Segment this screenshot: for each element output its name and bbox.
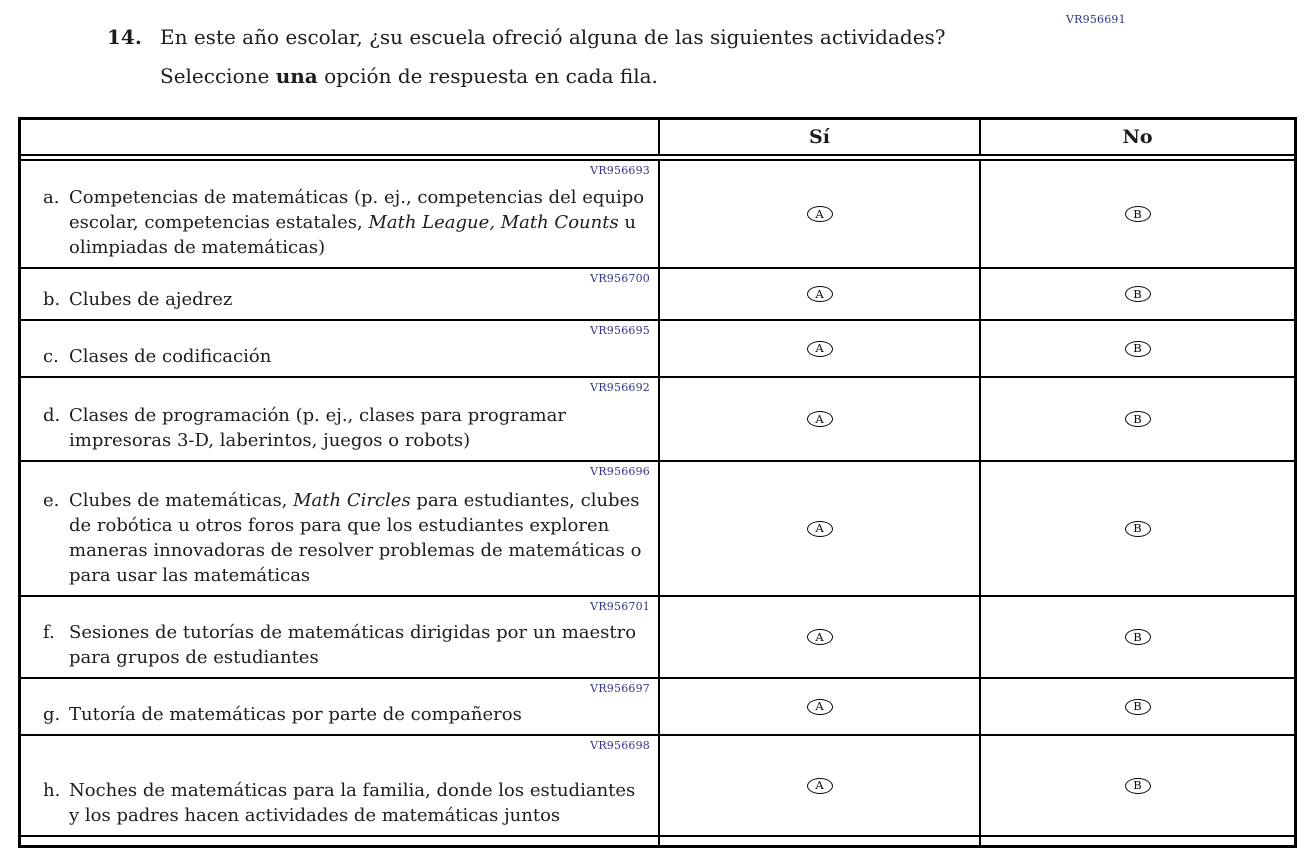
activity-cell — [21, 321, 660, 376]
yes-cell — [660, 321, 981, 376]
option-b-bubble[interactable]: B — [1125, 411, 1151, 427]
row-text — [69, 620, 650, 670]
yes-cell — [660, 736, 981, 835]
table-row — [21, 269, 1294, 321]
row-letter: a. — [43, 187, 60, 208]
text-part: Sesiones de tutorías de matemáticas dirigidas por un maestro para grupos de estudiantes — [69, 622, 637, 668]
row-vr-code: VR956698 — [590, 739, 650, 752]
activity-cell — [21, 462, 660, 595]
text-part: Clases de codificación — [69, 346, 272, 367]
text-part: una — [275, 64, 318, 88]
table-row — [21, 321, 1294, 378]
no-cell — [981, 462, 1294, 595]
option-b-bubble[interactable]: B — [1125, 699, 1151, 715]
row-vr-code: VR956701 — [590, 600, 650, 613]
row-text — [69, 778, 650, 828]
row-letter: g. — [43, 704, 61, 725]
option-a-bubble[interactable]: A — [807, 521, 833, 537]
activity-label — [43, 344, 650, 369]
text-part: Math Circles — [293, 490, 411, 511]
activity-cell — [21, 269, 660, 319]
text-part: Tutoría de matemáticas por parte de compañeros — [69, 704, 522, 725]
text-part: Competencias de matemáticas (p. ej., competencias del equipo escolar, competencias estatales, — [69, 187, 645, 233]
table-header-row — [21, 120, 1294, 161]
table-row-partial — [21, 837, 1294, 845]
yes-cell — [660, 462, 981, 595]
option-b-bubble[interactable]: B — [1125, 206, 1151, 222]
row-vr-code: VR956692 — [590, 381, 650, 394]
activity-label — [43, 778, 650, 828]
col-header-si: Sí — [809, 126, 830, 148]
question-vr-code: VR956691 — [1066, 13, 1126, 26]
activity-label — [43, 287, 650, 312]
question-text: En este año escolar, ¿su escuela ofreció alguna de las siguientes actividades? — [160, 25, 946, 49]
text-part: Clases de programación (p. ej., clases para programar impresoras 3-D, laberintos, juegos o robots) — [69, 405, 566, 451]
no-cell — [981, 161, 1294, 267]
row-text — [69, 488, 650, 588]
row-text — [69, 344, 650, 369]
option-a-bubble[interactable]: A — [807, 778, 833, 794]
question-number: 14. — [107, 25, 142, 49]
partial-cell — [21, 837, 660, 845]
yes-cell — [660, 378, 981, 460]
text-part: para estudiantes, clubes de robótica u otros foros para que los estudiantes exploren maneras innovadoras de resolver problemas de matemáticas o para usar las matemáticas — [69, 490, 642, 586]
activities-table — [18, 117, 1297, 848]
activity-cell — [21, 597, 660, 677]
row-text — [69, 403, 650, 453]
option-b-bubble[interactable]: B — [1125, 629, 1151, 645]
activity-cell — [21, 679, 660, 734]
text-part: Math League, Math Counts — [368, 212, 619, 233]
col-header-no: No — [1122, 126, 1153, 148]
yes-cell — [660, 597, 981, 677]
text-part: Seleccione — [160, 64, 276, 88]
row-letter: c. — [43, 346, 59, 367]
activity-label — [43, 620, 650, 670]
no-cell — [981, 378, 1294, 460]
header-cell-empty — [21, 120, 660, 154]
text-part: opción de respuesta en cada fila. — [317, 64, 658, 88]
activity-cell — [21, 161, 660, 267]
table-row — [21, 161, 1294, 269]
table-row — [21, 679, 1294, 736]
no-cell — [981, 597, 1294, 677]
text-part: u olimpiadas de matemáticas) — [69, 212, 637, 258]
option-a-bubble[interactable]: A — [807, 341, 833, 357]
option-b-bubble[interactable]: B — [1125, 778, 1151, 794]
option-a-bubble[interactable]: A — [807, 286, 833, 302]
row-letter: b. — [43, 289, 61, 310]
row-letter: f. — [43, 622, 55, 643]
row-letter: d. — [43, 405, 61, 426]
partial-cell — [660, 837, 981, 845]
option-a-bubble[interactable]: A — [807, 629, 833, 645]
row-vr-code: VR956695 — [590, 324, 650, 337]
row-vr-code: VR956700 — [590, 272, 650, 285]
yes-cell — [660, 679, 981, 734]
table-row — [21, 378, 1294, 462]
row-text — [69, 702, 650, 727]
option-b-bubble[interactable]: B — [1125, 286, 1151, 302]
header-cell-no — [981, 120, 1294, 154]
activity-label — [43, 702, 650, 727]
row-text — [69, 185, 650, 260]
row-vr-code: VR956696 — [590, 465, 650, 478]
option-a-bubble[interactable]: A — [807, 699, 833, 715]
text-part: Clubes de matemáticas, — [69, 490, 294, 511]
row-letter: h. — [43, 780, 61, 801]
option-a-bubble[interactable]: A — [807, 411, 833, 427]
no-cell — [981, 736, 1294, 835]
row-vr-code: VR956697 — [590, 682, 650, 695]
header-cell-yes — [660, 120, 981, 154]
row-vr-code: VR956693 — [590, 164, 650, 177]
text-part: Clubes de ajedrez — [69, 289, 233, 310]
no-cell — [981, 679, 1294, 734]
activity-label — [43, 185, 650, 260]
table-row — [21, 736, 1294, 837]
activity-cell — [21, 378, 660, 460]
no-cell — [981, 321, 1294, 376]
option-a-bubble[interactable]: A — [807, 206, 833, 222]
partial-cell — [981, 837, 1294, 845]
question-instruction — [160, 64, 990, 88]
row-letter: e. — [43, 490, 60, 511]
table-row — [21, 597, 1294, 679]
no-cell — [981, 269, 1294, 319]
activity-label — [43, 488, 650, 588]
activity-label — [43, 403, 650, 453]
yes-cell — [660, 269, 981, 319]
option-b-bubble[interactable]: B — [1125, 521, 1151, 537]
option-b-bubble[interactable]: B — [1125, 341, 1151, 357]
activity-cell — [21, 736, 660, 835]
row-text — [69, 287, 650, 312]
yes-cell — [660, 161, 981, 267]
table-row — [21, 462, 1294, 597]
text-part: Noches de matemáticas para la familia, donde los estudiantes y los padres hacen actividades de matemáticas juntos — [69, 780, 636, 826]
